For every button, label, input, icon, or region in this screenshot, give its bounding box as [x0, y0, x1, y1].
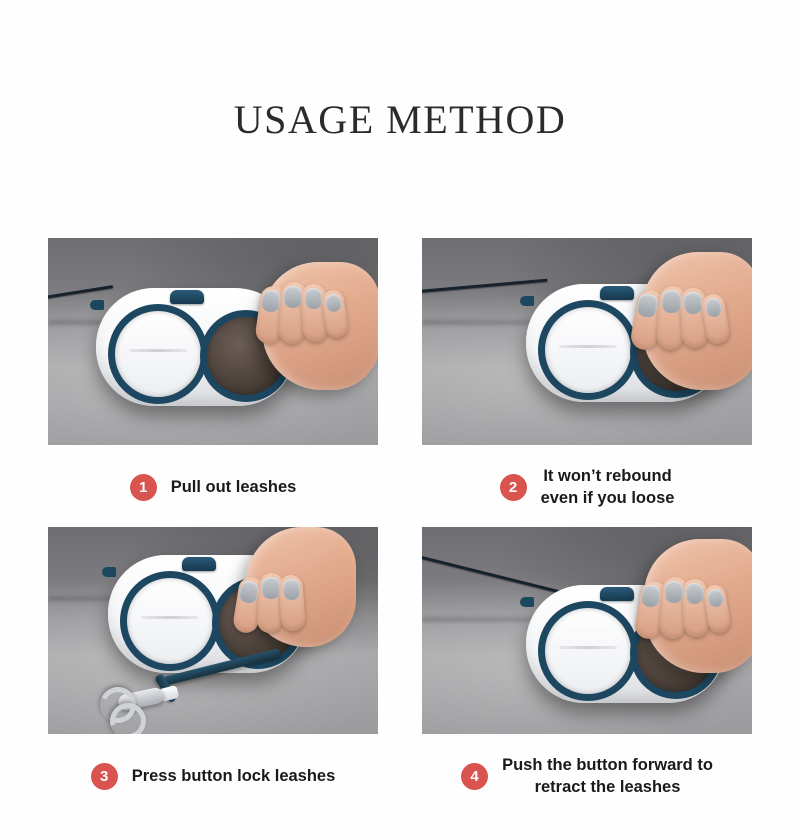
step-caption-3	[48, 734, 378, 802]
step-card-2	[422, 238, 752, 513]
step-number-badge: 2	[500, 474, 527, 501]
step-card-4	[422, 527, 752, 802]
step-photo-3	[48, 527, 378, 734]
hand	[620, 246, 752, 396]
hand	[240, 256, 378, 406]
step-caption-text	[502, 754, 713, 799]
step-photo-1	[48, 238, 378, 445]
hand	[216, 527, 356, 671]
step-photo-4	[422, 527, 752, 734]
lock-button	[170, 290, 204, 304]
caption-line-2: retract the leashes	[534, 778, 681, 796]
steps-grid	[48, 238, 752, 802]
step-number-badge: 3	[91, 763, 118, 790]
step-caption-text	[132, 765, 336, 787]
caption-line-1: Press button lock leashes	[131, 766, 336, 785]
step-caption-4	[422, 734, 752, 802]
fingernail	[683, 291, 702, 314]
fingernail	[685, 582, 703, 604]
fingernail	[282, 578, 300, 600]
fingernail	[284, 286, 302, 308]
page-title: USAGE METHOD	[233, 97, 567, 142]
fingernail	[662, 290, 681, 313]
step-number-badge: 1	[130, 474, 157, 501]
device-side-disc	[108, 304, 208, 404]
step-number-badge: 4	[461, 763, 488, 790]
step-photo-2	[422, 238, 752, 445]
fingernail	[304, 287, 322, 309]
step-card-3	[48, 527, 378, 802]
lock-button	[182, 557, 216, 571]
cord-port	[102, 567, 116, 577]
caption-line-2: even if you loose	[540, 489, 675, 507]
hand	[622, 533, 752, 683]
step-card-1	[48, 238, 378, 513]
caption-line-1: Pull out leashes	[170, 477, 297, 496]
caption-line-1: Push the button forward to	[502, 755, 713, 774]
step-caption-2	[422, 445, 752, 513]
step-caption-1	[48, 445, 378, 513]
device-side-disc	[120, 571, 220, 671]
cord-port	[520, 296, 534, 306]
step-caption-text	[171, 476, 297, 498]
cord-port	[90, 300, 104, 310]
fingernail	[262, 577, 280, 599]
fingernail	[665, 581, 683, 603]
caption-line-1: It won’t rebound	[543, 466, 672, 485]
cord-port	[520, 597, 534, 607]
step-caption-text	[541, 465, 675, 510]
